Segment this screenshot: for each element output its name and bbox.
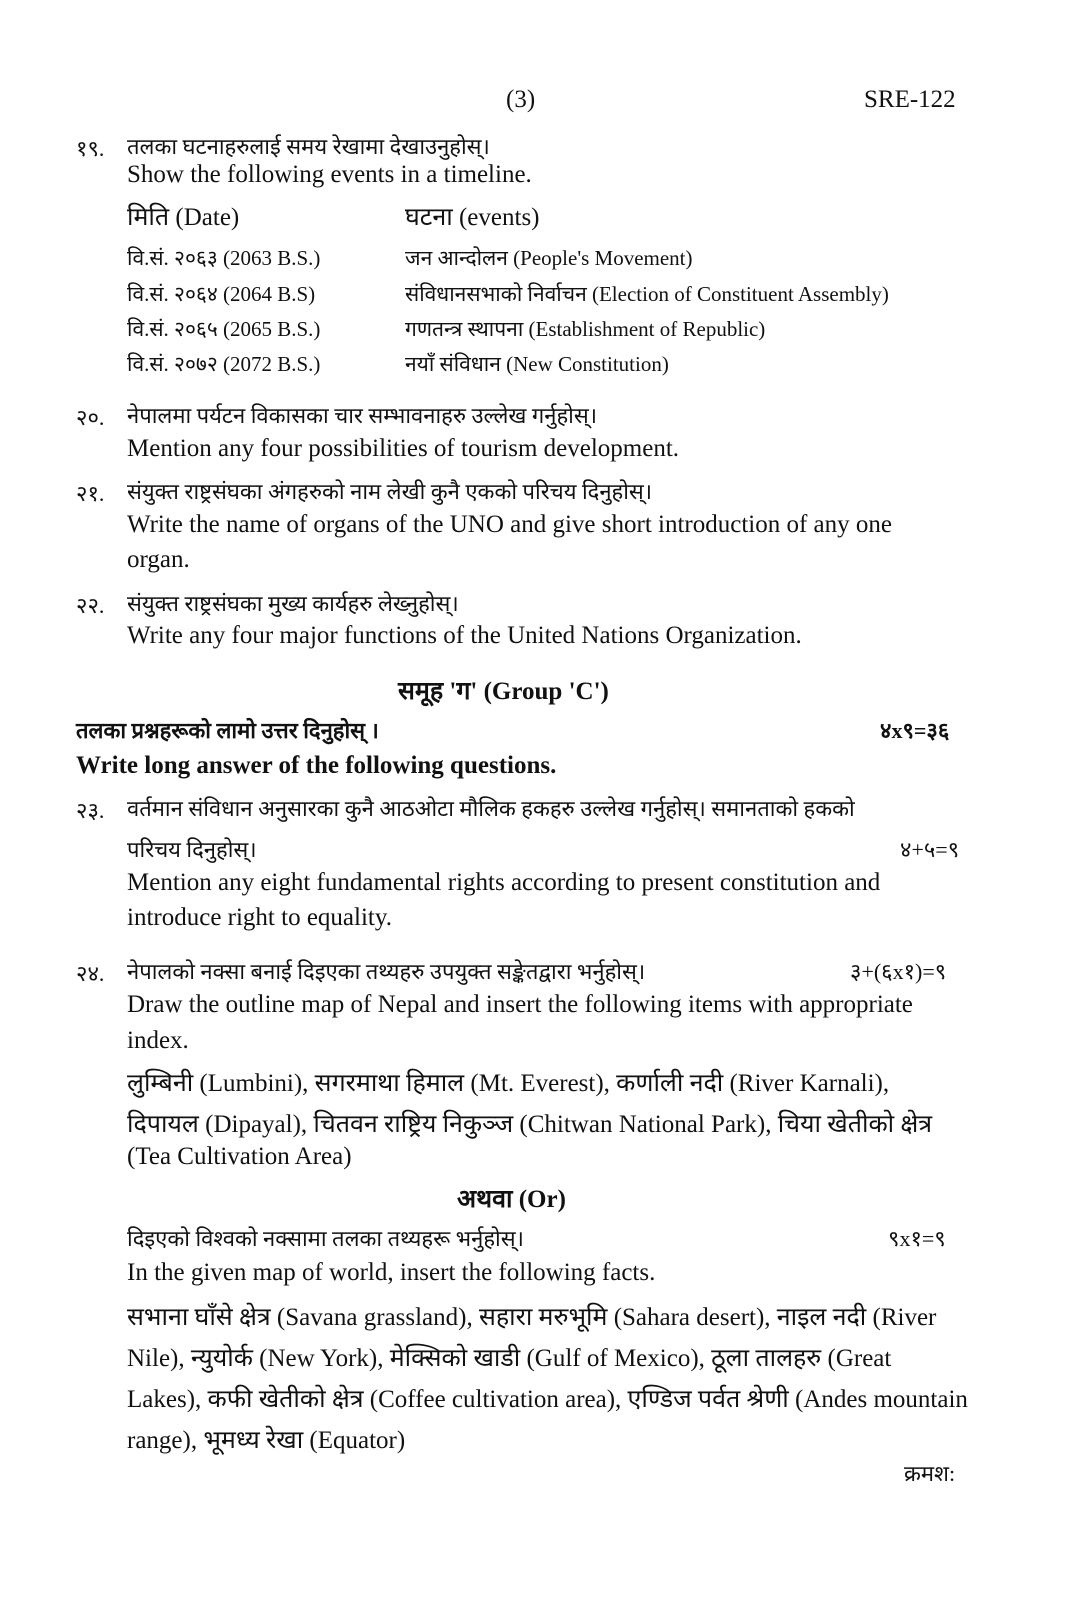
question-marks: ९x१=९: [888, 1226, 946, 1251]
timeline-event: संविधानसभाको निर्वाचन (Election of Constituent Assembly): [405, 282, 889, 306]
question-text-en: Show the following events in a timeline.: [127, 161, 532, 188]
question-marks: ४+५=९: [900, 837, 960, 862]
question-text-np: दिइएको विश्वको नक्सामा तलका तथ्यहरू भर्नुहोस्।: [127, 1226, 524, 1251]
question-number: २०.: [76, 405, 105, 430]
map-items: Lakes), कफी खेतीको क्षेत्र (Coffee cultivation area), एण्डिज पर्वत श्रेणी (Andes mountain: [127, 1386, 968, 1413]
group-heading: समूह 'ग' (Group 'C'): [398, 678, 609, 705]
timeline-event: नयाँ संविधान (New Constitution): [405, 352, 669, 376]
question-text-en: In the given map of world, insert the following facts.: [127, 1259, 656, 1286]
continued-marker: क्रमश:: [904, 1461, 956, 1486]
page-number: (3): [506, 86, 536, 113]
question-text-en: index.: [127, 1027, 189, 1054]
question-marks: ३+(६x१)=९: [850, 959, 947, 984]
timeline-date: वि.सं. २०६३ (2063 B.S.): [127, 246, 321, 270]
paper-code: SRE-122: [864, 86, 956, 113]
map-items: Nile), न्युयोर्क (New York), मेक्सिको खाडी (Gulf of Mexico), ठूला तालहरु (Great: [127, 1345, 892, 1372]
group-marks: ४x९=३६: [880, 718, 950, 743]
map-items: सभाना घाँसे क्षेत्र (Savana grassland), सहारा मरुभूमि (Sahara desert), नाइल नदी (River: [127, 1304, 937, 1331]
table-header-date: मिति (Date): [127, 204, 240, 231]
table-header-events: घटना (events): [405, 204, 540, 231]
question-text-np: नेपालमा पर्यटन विकासका चार सम्भावनाहरु उल्लेख गर्नुहोस्।: [127, 403, 598, 428]
question-text-en: Mention any four possibilities of tourism development.: [127, 435, 680, 462]
question-text-en: Draw the outline map of Nepal and insert the following items with appropriate: [127, 991, 913, 1018]
timeline-date: वि.सं. २०६४ (2064 B.S): [127, 282, 316, 306]
question-text-np: तलका घटनाहरुलाई समय रेखामा देखाउनुहोस्।: [127, 134, 490, 159]
map-items: range), भूमध्य रेखा (Equator): [127, 1427, 406, 1454]
timeline-event: गणतन्त्र स्थापना (Establishment of Republic): [405, 317, 766, 341]
question-text-np: परिचय दिनुहोस्।: [127, 837, 257, 862]
question-text-np: संयुक्त राष्ट्रसंघका अंगहरुको नाम लेखी कुनै एकको परिचय दिनुहोस्।: [127, 479, 653, 504]
map-items: लुम्बिनी (Lumbini), सगरमाथा हिमाल (Mt. Everest), कर्णाली नदी (River Karnali),: [127, 1070, 890, 1097]
group-instruction-en: Write long answer of the following questions.: [76, 752, 557, 779]
question-text-en: Write the name of organs of the UNO and give short introduction of any one: [127, 511, 893, 538]
or-heading: अथवा (Or): [457, 1186, 566, 1213]
timeline-date: वि.सं. २०७२ (2072 B.S.): [127, 352, 321, 376]
question-number: २३.: [76, 798, 105, 823]
map-items: दिपायल (Dipayal), चितवन राष्ट्रिय निकुञ्ज (Chitwan National Park), चिया खेतीको क्षेत्र: [127, 1111, 933, 1138]
timeline-event: जन आन्दोलन (People's Movement): [405, 246, 693, 270]
map-items: (Tea Cultivation Area): [127, 1143, 352, 1170]
question-text-en: organ.: [127, 546, 190, 573]
question-number: २४.: [76, 961, 105, 986]
timeline-date: वि.सं. २०६५ (2065 B.S.): [127, 317, 321, 341]
question-number: १९.: [76, 136, 105, 161]
question-text-en: introduce right to equality.: [127, 904, 392, 931]
question-text-en: Mention any eight fundamental rights according to present constitution and: [127, 869, 881, 896]
question-text-en: Write any four major functions of the United Nations Organization.: [127, 622, 802, 649]
question-text-np: नेपालको नक्सा बनाई दिइएका तथ्यहरु उपयुक्त सङ्केतद्वारा भर्नुहोस्।: [127, 959, 646, 984]
question-text-np: संयुक्त राष्ट्रसंघका मुख्य कार्यहरु लेख्नुहोस्।: [127, 591, 459, 616]
question-text-np: वर्तमान संविधान अनुसारका कुनै आठओटा मौलिक हकहरु उल्लेख गर्नुहोस्। समानताको हकको: [127, 796, 855, 821]
question-number: २१.: [76, 481, 105, 506]
group-instruction-np: तलका प्रश्नहरूको लामो उत्तर दिनुहोस् ।: [76, 718, 379, 743]
question-number: २२.: [76, 593, 105, 618]
